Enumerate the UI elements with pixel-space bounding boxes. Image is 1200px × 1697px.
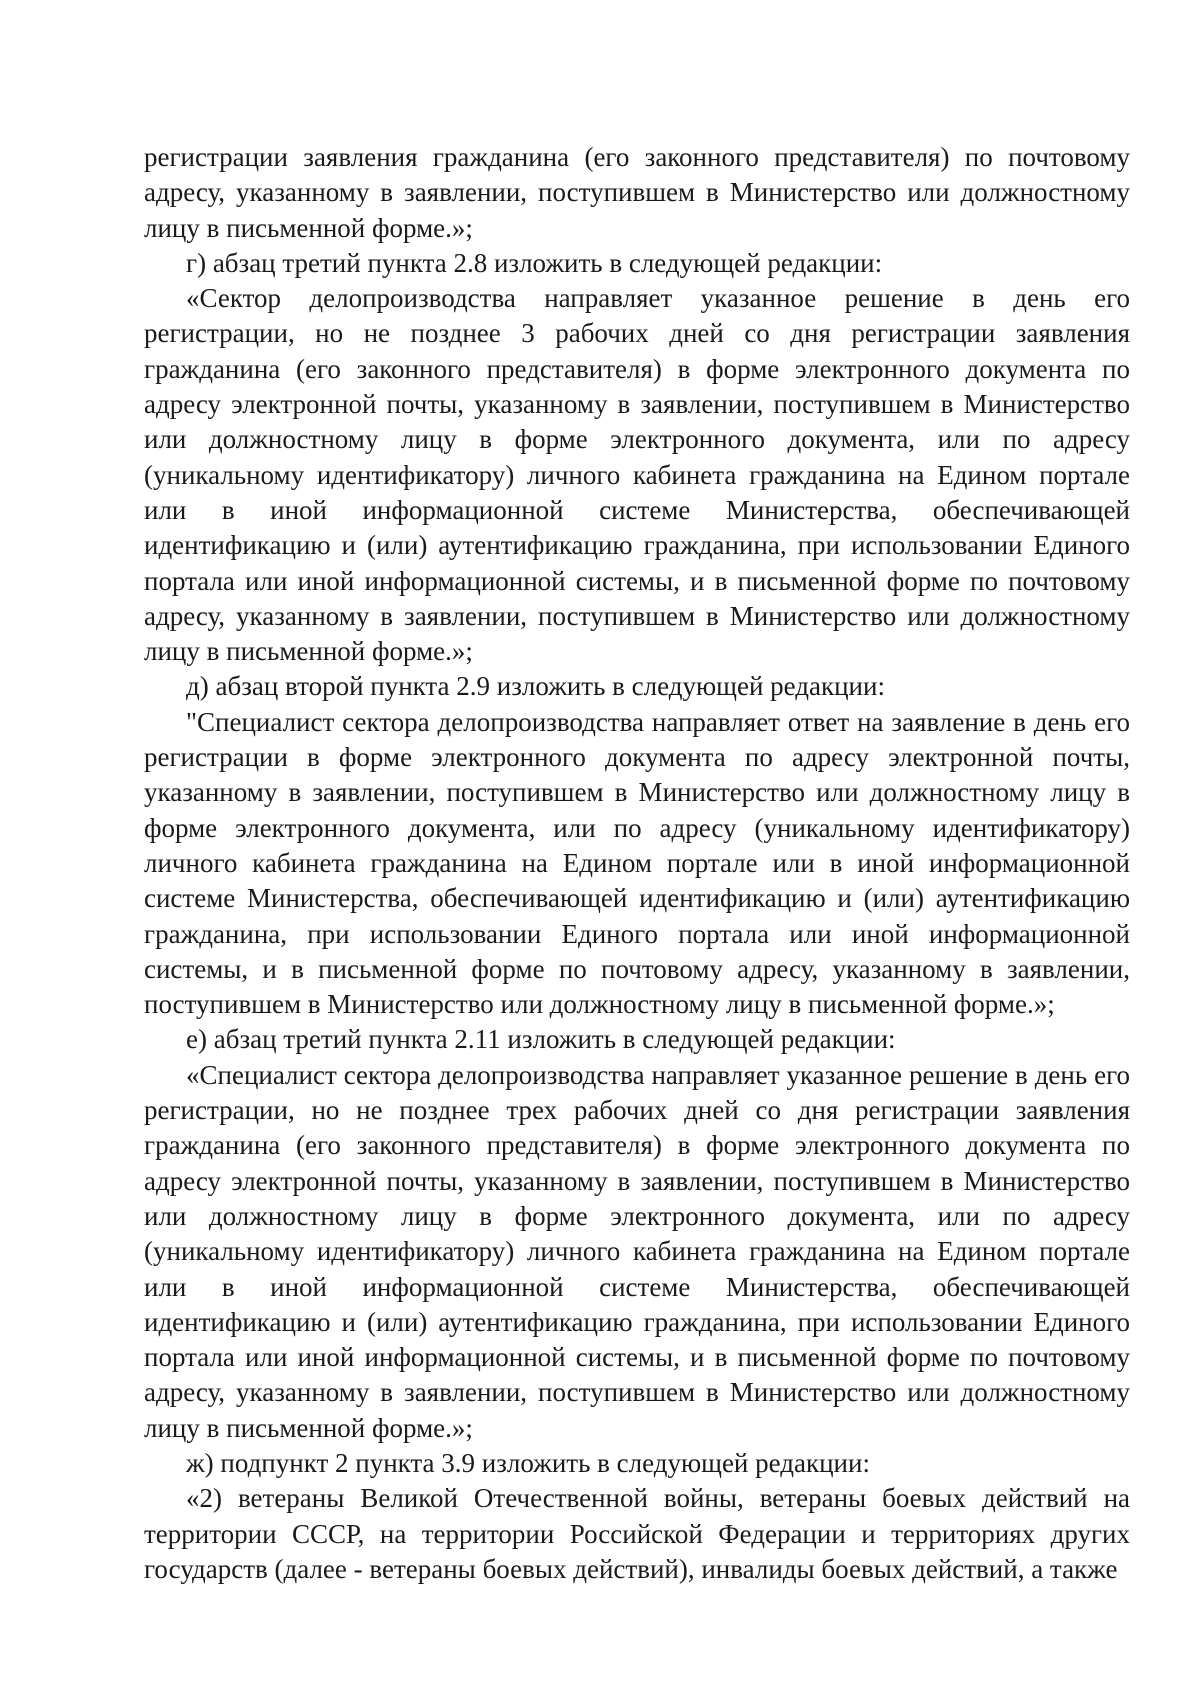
paragraph-item-g-text: «Сектор делопроизводства направляет указанное решение в день его регистрации, но не позднее 3 рабочих дней со дня регистрации заявления гражданина (его законного представителя) в форме электронного документа по адресу электронной почты, указанному в заявлении, поступившем в Министерство или должностному лицу в форме электронного документа, или по адресу (уникальному идентификатору) личного кабинета гражданина на Едином портале или в иной информационной системе Министерства, обеспечивающей идентификацию и (или) аутентификацию гражданина, при использовании Единого портала или иной информационной системы, и в письменной форме по почтовому адресу, указанному в заявлении, поступившем в Министерство или должностному лицу в письменной форме.»;	[144, 283, 1130, 667]
paragraph-item-e-text: «Специалист сектора делопроизводства направляет указанное решение в день его регистрации, но не позднее трех рабочих дней со дня регистрации заявления гражданина (его законного представителя) в форме электронного документа по адресу электронной почты, указанному в заявлении, поступившем в Министерство или должностному лицу в форме электронного документа, или по адресу (уникальному идентификатору) личного кабинета гражданина на Едином портале или в иной информационной системе Министерства, обеспечивающей идентификацию и (или) аутентификацию гражданина, при использовании Единого портала или иной информационной системы, и в письменной форме по почтовому адресу, указанному в заявлении, поступившем в Министерство или должностному лицу в письменной форме.»;	[144, 1059, 1130, 1443]
document-body	[144, 140, 1130, 1587]
paragraph-item-d-text: "Специалист сектора делопроизводства направляет ответ на заявление в день его регистрации в форме электронного документа по адресу электронной почты, указанному в заявлении, поступившем в Министерство или должностному лицу в форме электронного документа, или по адресу (уникальному идентификатору) личного кабинета гражданина на Едином портале или в иной информационной системе Министерства, обеспечивающей идентификацию и (или) аутентификацию гражданина, при использовании Единого портала или иной информационной системы, и в письменной форме по почтовому адресу, указанному в заявлении, поступившем в Министерство или должностному лицу в письменной форме.»;	[144, 706, 1130, 1020]
paragraph-item-zh-text: «2) ветераны Великой Отечественной войны, ветераны боевых действий на территории СССР, на территории Российской Федерации и территориях других государств (далее - ветераны боевых действий), инвалиды боевых действий, а также	[144, 1483, 1130, 1584]
paragraph-item-g-heading: г) абзац третий пункта 2.8 изложить в следующей редакции:	[186, 247, 883, 278]
paragraph-item-d-heading: д) абзац второй пункта 2.9 изложить в следующей редакции:	[186, 671, 885, 702]
paragraph-item-e-heading: е) абзац третий пункта 2.11 изложить в следующей редакции:	[186, 1024, 896, 1055]
paragraph-item-zh-heading: ж) подпункт 2 пункта 3.9 изложить в следующей редакции:	[186, 1447, 870, 1478]
paragraph-continuation: регистрации заявления гражданина (его законного представителя) по почтовому адресу, указанному в заявлении, поступившем в Министерство или должностному лицу в письменной форме.»;	[144, 142, 1130, 243]
